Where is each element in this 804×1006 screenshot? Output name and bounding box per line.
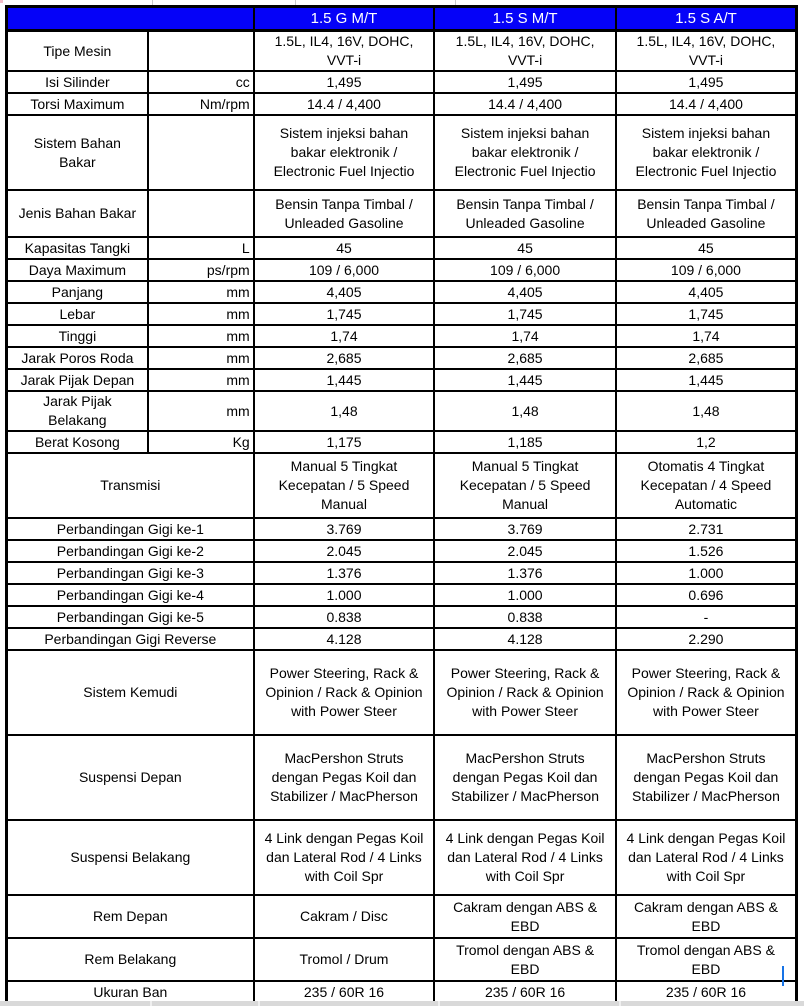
row-unit[interactable]: mm (148, 347, 254, 369)
cell-value[interactable]: 45 (434, 237, 616, 259)
table-row (7, 540, 797, 562)
cell-value[interactable]: 1.526 (616, 540, 797, 562)
cell-value[interactable]: 1.376 (254, 562, 435, 584)
cell-value[interactable]: 4,405 (616, 281, 797, 303)
cell-value[interactable]: 1.000 (616, 562, 797, 584)
cell-value[interactable]: 1,745 (434, 303, 616, 325)
header-model-3[interactable]: 1.5 S A/T (616, 7, 797, 31)
row-unit[interactable]: mm (148, 303, 254, 325)
cell-value[interactable]: 235 / 60R 16 (254, 981, 435, 1004)
row-unit[interactable]: L (148, 237, 254, 259)
cell-value[interactable]: Bensin Tanpa Timbal / Unleaded Gasoline (254, 190, 435, 237)
cell-value[interactable]: Tromol dengan ABS & EBD (616, 938, 797, 981)
cell-value[interactable]: 1,745 (254, 303, 435, 325)
cell-value[interactable]: 0.696 (616, 584, 797, 606)
cell-value[interactable]: Otomatis 4 Tingkat Kecepatan / 4 Speed Automatic (616, 453, 797, 518)
row-label[interactable]: Jarak Pijak Belakang (7, 391, 148, 431)
row-unit[interactable]: mm (148, 391, 254, 431)
cell-value[interactable]: Bensin Tanpa Timbal / Unleaded Gasoline (616, 190, 797, 237)
row-label[interactable]: Berat Kosong (7, 431, 148, 453)
row-label[interactable]: Perbandingan Gigi ke-5 (7, 606, 254, 628)
table-row (7, 281, 797, 303)
gridline (619, 1001, 621, 1006)
row-label[interactable]: Suspensi Belakang (7, 820, 254, 895)
cell-value[interactable]: 1,445 (434, 369, 616, 391)
cell-value[interactable]: 235 / 60R 16 (434, 981, 616, 1004)
table-row (7, 259, 797, 281)
cell-value[interactable]: 1,48 (434, 391, 616, 431)
header-model-2[interactable]: 1.5 S M/T (434, 7, 616, 31)
row-label[interactable]: Panjang (7, 281, 148, 303)
table-row (7, 628, 797, 650)
table-row (7, 71, 797, 93)
row-label[interactable]: Sistem Bahan Bakar (7, 115, 148, 190)
row-unit[interactable]: Nm/rpm (148, 93, 254, 115)
cell-value[interactable]: Manual 5 Tingkat Kecepatan / 5 Speed Manual (434, 453, 616, 518)
cell-value[interactable]: MacPershon Struts dengan Pegas Koil dan Stabilizer / MacPherson (434, 735, 616, 820)
text-cursor (782, 966, 784, 986)
row-label[interactable]: Kapasitas Tangki (7, 237, 148, 259)
table-row (7, 325, 797, 347)
row-label[interactable]: Transmisi (7, 453, 254, 518)
cell-value[interactable]: 2.045 (434, 540, 616, 562)
cell-value[interactable]: 1,175 (254, 431, 435, 453)
row-label[interactable]: Sistem Kemudi (7, 650, 254, 735)
gridline (438, 1001, 440, 1006)
row-label[interactable]: Jarak Poros Roda (7, 347, 148, 369)
cell-value[interactable]: Power Steering, Rack & Opinion / Rack & Opinion with Power Steer (434, 650, 616, 735)
cell-value[interactable]: 1.376 (434, 562, 616, 584)
gridline (258, 1001, 260, 1006)
cell-value[interactable]: 1,445 (254, 369, 435, 391)
cell-value[interactable]: Sistem injeksi bahan bakar elektronik / Electronic Fuel Injectio (434, 115, 616, 190)
cell-value[interactable]: 4 Link dengan Pegas Koil dan Lateral Rod / 4 Links with Coil Spr (434, 820, 616, 895)
row-label[interactable]: Tinggi (7, 325, 148, 347)
cell-value[interactable]: 1.5L, IL4, 16V, DOHC, VVT-i (434, 31, 616, 72)
cell-value[interactable]: 4,405 (434, 281, 616, 303)
row-label[interactable]: Perbandingan Gigi ke-3 (7, 562, 254, 584)
table-row (7, 347, 797, 369)
row-label[interactable]: Perbandingan Gigi ke-4 (7, 584, 254, 606)
cell-value[interactable]: 1,495 (434, 71, 616, 93)
corner-artifact (0, 0, 3, 3)
cell-value[interactable]: 2,685 (254, 347, 435, 369)
table-row (7, 303, 797, 325)
cell-value[interactable]: 45 (254, 237, 435, 259)
table-row (7, 895, 797, 938)
table-row (7, 453, 797, 518)
row-unit[interactable]: ps/rpm (148, 259, 254, 281)
row-label[interactable]: Torsi Maximum (7, 93, 148, 115)
cell-value[interactable]: MacPershon Struts dengan Pegas Koil dan Stabilizer / MacPherson (254, 735, 435, 820)
cell-value[interactable]: Power Steering, Rack & Opinion / Rack & Opinion with Power Steer (616, 650, 797, 735)
cell-value[interactable]: Cakram dengan ABS & EBD (616, 895, 797, 938)
cell-value[interactable]: 3.769 (254, 518, 435, 540)
row-unit[interactable]: Kg (148, 431, 254, 453)
cell-value[interactable]: 2.045 (254, 540, 435, 562)
row-unit[interactable] (148, 115, 254, 190)
cell-value[interactable]: Tromol / Drum (254, 938, 435, 981)
table-row (7, 93, 797, 115)
header-blank-cell[interactable] (7, 7, 254, 31)
table-row (7, 650, 797, 735)
row-label[interactable]: Rem Depan (7, 895, 254, 938)
table-row (7, 735, 797, 820)
cell-value[interactable]: 14.4 / 4,400 (616, 93, 797, 115)
row-label[interactable]: Lebar (7, 303, 148, 325)
cell-value[interactable]: 1,48 (254, 391, 435, 431)
row-label[interactable]: Daya Maximum (7, 259, 148, 281)
row-unit[interactable] (148, 190, 254, 237)
cell-value[interactable]: 45 (616, 237, 797, 259)
row-label[interactable]: Perbandingan Gigi ke-1 (7, 518, 254, 540)
row-label[interactable]: Rem Belakang (7, 938, 254, 981)
table-row (7, 562, 797, 584)
cell-value[interactable]: 2,685 (616, 347, 797, 369)
row-label[interactable]: Tipe Mesin (7, 31, 148, 72)
cell-value[interactable]: 109 / 6,000 (254, 259, 435, 281)
table-row (7, 431, 797, 453)
cell-value[interactable]: 2.731 (616, 518, 797, 540)
cell-value[interactable]: 1.5L, IL4, 16V, DOHC, VVT-i (254, 31, 435, 72)
cell-value[interactable]: Sistem injeksi bahan bakar elektronik / Electronic Fuel Injectio (616, 115, 797, 190)
cell-value[interactable]: 4 Link dengan Pegas Koil dan Lateral Rod / 4 Links with Coil Spr (616, 820, 797, 895)
cell-value[interactable]: 235 / 60R 16 (616, 981, 797, 1004)
row-label[interactable]: Jarak Pijak Depan (7, 369, 148, 391)
cell-value[interactable]: 1.5L, IL4, 16V, DOHC, VVT-i (616, 31, 797, 72)
cell-value[interactable]: 1,495 (616, 71, 797, 93)
row-unit[interactable]: mm (148, 369, 254, 391)
cell-value[interactable]: 2,685 (434, 347, 616, 369)
row-unit[interactable]: mm (148, 281, 254, 303)
table-row (7, 369, 797, 391)
row-label[interactable]: Isi Silinder (7, 71, 148, 93)
cell-value[interactable]: 1.000 (254, 584, 435, 606)
cell-value[interactable]: Manual 5 Tingkat Kecepatan / 5 Speed Manual (254, 453, 435, 518)
cell-value[interactable]: 1,48 (616, 391, 797, 431)
sheet-bottom-margin (0, 1001, 804, 1006)
row-unit[interactable]: mm (148, 325, 254, 347)
gridline (150, 1001, 152, 1006)
row-label[interactable]: Suspensi Depan (7, 735, 254, 820)
cell-value[interactable]: Sistem injeksi bahan bakar elektronik / Electronic Fuel Injectio (254, 115, 435, 190)
table-row (7, 190, 797, 237)
row-label[interactable]: Perbandingan Gigi Reverse (7, 628, 254, 650)
cell-value[interactable]: 109 / 6,000 (616, 259, 797, 281)
cell-value[interactable]: 14.4 / 4,400 (254, 93, 435, 115)
cell-value[interactable]: Bensin Tanpa Timbal / Unleaded Gasoline (434, 190, 616, 237)
table-row (7, 237, 797, 259)
row-unit[interactable] (148, 31, 254, 72)
cell-value[interactable]: 2.290 (616, 628, 797, 650)
cell-value[interactable]: 14.4 / 4,400 (434, 93, 616, 115)
row-label[interactable]: Ukuran Ban (7, 981, 254, 1004)
header-model-1[interactable]: 1.5 G M/T (254, 7, 435, 31)
cell-value[interactable]: 1,74 (434, 325, 616, 347)
table-row (7, 820, 797, 895)
table-row (7, 31, 797, 72)
table-row (7, 518, 797, 540)
cell-value[interactable]: 3.769 (434, 518, 616, 540)
table-row (7, 938, 797, 981)
spec-table (5, 5, 798, 1005)
cell-value[interactable]: - (616, 606, 797, 628)
header-row (7, 7, 797, 31)
cell-value[interactable]: 1,74 (254, 325, 435, 347)
cell-value[interactable]: Power Steering, Rack & Opinion / Rack & Opinion with Power Steer (254, 650, 435, 735)
cell-value[interactable]: Tromol dengan ABS & EBD (434, 938, 616, 981)
cell-value[interactable]: 1,74 (616, 325, 797, 347)
table-row (7, 115, 797, 190)
cell-value[interactable]: 1.000 (434, 584, 616, 606)
cell-value[interactable]: 4.128 (254, 628, 435, 650)
table-row (7, 584, 797, 606)
cell-value[interactable]: 0.838 (434, 606, 616, 628)
table-row (7, 606, 797, 628)
cell-value[interactable]: Cakram dengan ABS & EBD (434, 895, 616, 938)
cell-value[interactable]: 1,745 (616, 303, 797, 325)
row-label[interactable]: Jenis Bahan Bakar (7, 190, 148, 237)
row-unit[interactable]: cc (148, 71, 254, 93)
cell-value[interactable]: Cakram / Disc (254, 895, 435, 938)
cell-value[interactable]: 1,2 (616, 431, 797, 453)
cell-value[interactable]: 1,185 (434, 431, 616, 453)
cell-value[interactable]: 1,445 (616, 369, 797, 391)
cell-value[interactable]: 109 / 6,000 (434, 259, 616, 281)
cell-value[interactable]: 4 Link dengan Pegas Koil dan Lateral Rod / 4 Links with Coil Spr (254, 820, 435, 895)
cell-value[interactable]: 4.128 (434, 628, 616, 650)
cell-value[interactable]: 0.838 (254, 606, 435, 628)
cell-value[interactable]: 4,405 (254, 281, 435, 303)
cell-value[interactable]: 1,495 (254, 71, 435, 93)
cell-value[interactable]: MacPershon Struts dengan Pegas Koil dan Stabilizer / MacPherson (616, 735, 797, 820)
table-row (7, 391, 797, 431)
row-label[interactable]: Perbandingan Gigi ke-2 (7, 540, 254, 562)
